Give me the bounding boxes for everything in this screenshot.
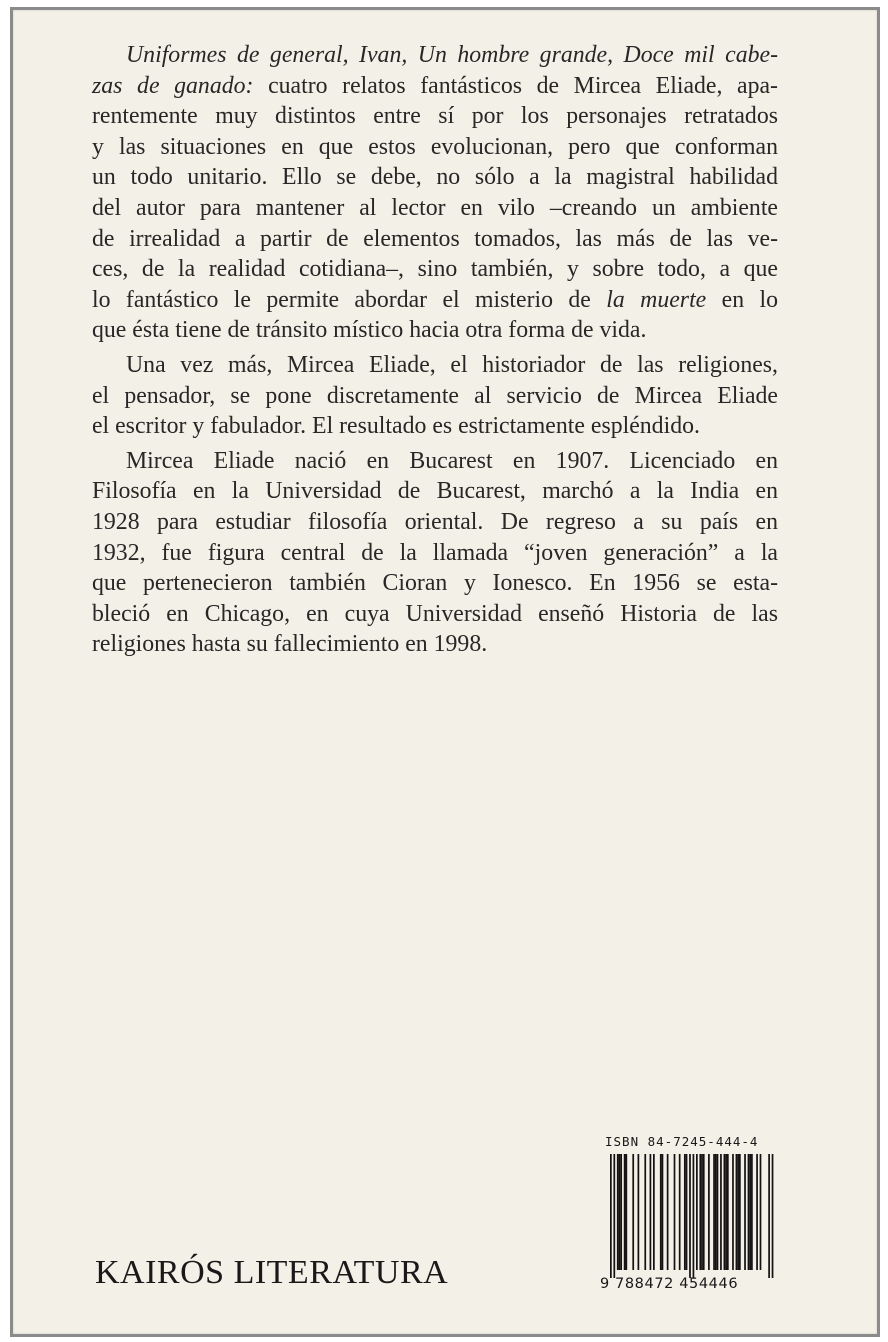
barcode-bar <box>617 1154 619 1270</box>
text-run: rentemente muy distintos entre sí por los personajes retratados <box>92 103 778 130</box>
barcode-bar <box>644 1154 646 1270</box>
text-run: ces, de la realidad cotidiana–, sino también, y sobre todo, a que <box>92 256 778 283</box>
text-run: Una vez más, Mircea Eliade, el historiador de las religiones, <box>126 351 778 378</box>
italic-title: zas de ganado: <box>92 72 254 99</box>
barcode-bar <box>625 1154 627 1270</box>
barcode-bar <box>660 1154 662 1270</box>
barcode-bar <box>689 1154 691 1278</box>
barcode-bar <box>693 1154 695 1278</box>
text-line <box>92 224 778 255</box>
text-run: cuatro relatos fantásticos de Mircea Eliade, apa- <box>253 72 778 99</box>
text-run: que pertenecieron también Cioran y Ionesco. En 1956 se esta- <box>92 570 778 597</box>
barcode-bar <box>667 1154 669 1270</box>
barcode-bar <box>638 1154 640 1270</box>
barcode-bar <box>684 1154 686 1270</box>
text-line <box>92 285 778 316</box>
text-line <box>92 629 778 660</box>
barcode-bar <box>624 1154 626 1270</box>
text-run: 1928 para estudiar filosofía oriental. De regreso a su país en <box>92 508 778 535</box>
barcode-bar <box>772 1154 774 1278</box>
text-line <box>92 476 778 507</box>
barcode-bar <box>768 1154 770 1278</box>
barcode-bar <box>619 1154 621 1270</box>
text-run: bleció en Chicago, en cuya Universidad enseñó Historia de las <box>92 600 778 627</box>
barcode-bar <box>720 1154 722 1270</box>
barcode-bar <box>736 1154 738 1270</box>
barcode-bar <box>717 1154 719 1270</box>
barcode-bar <box>727 1154 729 1270</box>
text-run: el escritor y fabulador. El resultado es estrictamente espléndido. <box>92 413 700 440</box>
blurb-text <box>92 40 778 660</box>
blurb-paragraph-1 <box>92 40 778 346</box>
text-line <box>92 568 778 599</box>
text-run: que ésta tiene de tránsito místico hacia otra forma de vida. <box>92 317 647 344</box>
text-line <box>92 132 778 163</box>
barcode-bar <box>613 1154 615 1278</box>
barcode-bar <box>751 1154 753 1270</box>
text-run: y las situaciones en que estos evolucionan, pero que conforman <box>92 133 778 160</box>
text-run: religiones hasta su fallecimiento en 1998. <box>92 631 488 658</box>
text-line <box>92 446 778 477</box>
text-line <box>92 315 778 346</box>
text-run: un todo unitario. Ello se debe, no sólo a la magistral habilidad <box>92 164 778 191</box>
text-line <box>92 40 778 71</box>
barcode-bar <box>679 1154 681 1270</box>
barcode-bar <box>756 1154 758 1270</box>
barcode-bar <box>632 1154 634 1270</box>
text-line <box>92 71 778 102</box>
barcode-bar <box>699 1154 701 1270</box>
barcode-bar <box>703 1154 705 1270</box>
text-run: Mircea Eliade nació en Bucarest en 1907. Licenciado en <box>126 447 778 474</box>
author-bio-paragraph <box>92 446 778 660</box>
barcode-bar <box>653 1154 655 1270</box>
barcode-bar <box>748 1154 750 1270</box>
barcode-bar <box>713 1154 715 1270</box>
text-run: lo fantástico le permite abordar el misterio de <box>92 286 607 313</box>
text-run: de irrealidad a partir de elementos tomados, las más de las ve- <box>92 225 778 252</box>
barcode-bars <box>600 1154 776 1278</box>
barcode-bar <box>650 1154 652 1270</box>
barcode-bar <box>686 1154 688 1270</box>
isbn-label: ISBN 84-7245-444-4 <box>605 1134 759 1149</box>
text-line <box>92 599 778 630</box>
text-line <box>92 538 778 569</box>
text-line <box>92 350 778 381</box>
ean-digits: 9 788472 454446 <box>600 1276 739 1292</box>
text-run: en lo <box>706 286 778 313</box>
text-run: el pensador, se pone discretamente al servicio de Mircea Eliade <box>92 382 778 409</box>
text-run: del autor para mantener al lector en vilo –creando un ambiente <box>92 194 778 221</box>
barcode-bar <box>662 1154 664 1270</box>
barcode <box>600 1154 776 1294</box>
barcode-bar <box>724 1154 726 1270</box>
text-line <box>92 101 778 132</box>
italic-title: la muerte <box>606 286 707 313</box>
barcode-bar <box>715 1154 717 1270</box>
italic-title: Uniformes de general, Ivan, Un hombre grande, Doce mil cabe- <box>126 42 778 68</box>
barcode-bar <box>701 1154 703 1270</box>
barcode-bar <box>725 1154 727 1270</box>
text-line <box>92 381 778 412</box>
barcode-bar <box>696 1154 698 1270</box>
text-line <box>92 411 778 442</box>
barcode-bar <box>737 1154 739 1270</box>
barcode-bar <box>674 1154 676 1270</box>
text-line <box>92 507 778 538</box>
barcode-bar <box>732 1154 734 1270</box>
barcode-block <box>600 1134 784 1294</box>
barcode-bar <box>610 1154 612 1278</box>
text-line <box>92 162 778 193</box>
barcode-bar <box>620 1154 622 1270</box>
text-line <box>92 254 778 285</box>
text-run: 1932, fue figura central de la llamada “joven generación” a la <box>92 539 778 566</box>
barcode-bar <box>760 1154 762 1270</box>
barcode-bar <box>708 1154 710 1270</box>
barcode-bar <box>749 1154 751 1270</box>
publisher-logo-text: KAIRÓS LITERATURA <box>95 1254 449 1291</box>
barcode-bar <box>739 1154 741 1270</box>
text-run: Filosofía en la Universidad de Bucarest, marchó a la India en <box>92 478 778 505</box>
text-line <box>92 193 778 224</box>
blurb-paragraph-2 <box>92 350 778 442</box>
barcode-bar <box>744 1154 746 1270</box>
